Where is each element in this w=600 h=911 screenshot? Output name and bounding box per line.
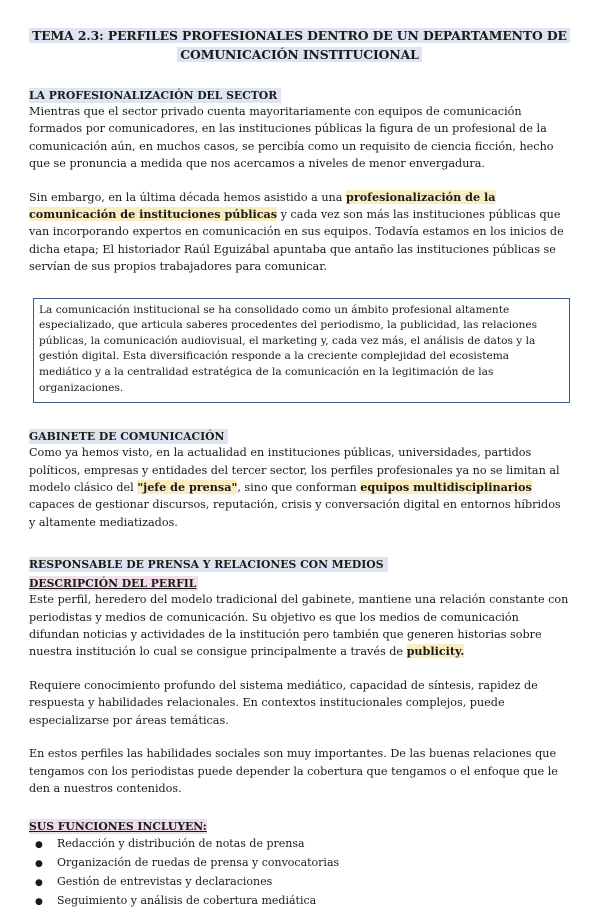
highlighted-text: publicity. xyxy=(406,644,465,659)
quote-box: La comunicación institucional se ha consolidado como un ámbito profesional altamente especializado, que articula saberes procedentes del periodismo, la publicidad, las relaciones públicas, la comunicación audiovisual, el marketing y, cada vez más, el análisis de datos y la gestión digital. Esta diversificación responde a la creciente complejidad del ecosistema mediático y a la centralidad estratégica de la comunicación en la legitimación de las organizaciones. xyxy=(33,298,570,404)
bullet-icon: ● xyxy=(35,859,43,870)
text: Sin embargo, en la última década hemos asistido a una xyxy=(29,190,346,204)
list-item xyxy=(35,835,570,854)
paragraph: Mientras que el sector privado cuenta mayoritariamente con equipos de comunicación formados por comunicadores, en las instituciones públicas la figura de un profesional de la comunicación aún, en muchos casos, se percibía como un requisito de ciencia ficción, hecho que se pronuncia a medida que nos acercamos a niveles de menor envergadura. xyxy=(29,105,554,171)
title-line-2: COMUNICACIÓN INSTITUCIONAL xyxy=(177,47,421,62)
highlighted-text: "jefe de prensa" xyxy=(137,480,238,495)
functions-list xyxy=(29,835,570,911)
paragraph: Requiere conocimiento profundo del sistema mediático, capacidad de síntesis, rapidez de respuesta y habilidades relacionales. En contextos institucionales complejos, puede especializarse por áreas temáticas. xyxy=(29,678,538,727)
list-item xyxy=(35,873,570,892)
list-item-text: Organización de ruedas de prensa y convocatorias xyxy=(57,856,340,870)
section-profesionalizacion xyxy=(29,84,570,276)
list-item-text: Redacción y distribución de notas de prensa xyxy=(57,837,305,851)
highlighted-text: profesionalización de la comunicación de instituciones públicas xyxy=(29,189,496,222)
subsection-heading: DESCRIPCIÓN DEL PERFIL xyxy=(29,577,197,591)
highlighted-text: equipos multidisciplinarios xyxy=(360,480,532,495)
section-responsable-prensa xyxy=(29,553,570,911)
page-title xyxy=(29,26,570,64)
text: Como ya hemos visto, en la actualidad en instituciones públicas, universidades, partidos políticos, empresas y entidades del tercer sector, los perfiles profesionales ya no se limitan al modelo clásico del xyxy=(29,446,560,495)
text: capaces de gestionar discursos, reputación, crisis y conversación digital en entornos híbridos y altamente mediatizados. xyxy=(29,498,561,529)
paragraph xyxy=(29,444,570,531)
paragraph: En estos perfiles las habilidades sociales son muy importantes. De las buenas relaciones que tengamos con los periodistas puede depender la cobertura que tengamos o el enfoque que le den a nuestros contenidos. xyxy=(29,747,558,795)
section-heading: RESPONSABLE DE PRENSA Y RELACIONES CON MEDIOS xyxy=(29,557,388,572)
section-gabinete xyxy=(29,425,570,531)
text: , sino que conforman xyxy=(237,481,361,495)
list-item xyxy=(35,854,570,873)
title-line-1: TEMA 2.3: PERFILES PROFESIONALES DENTRO DE UN DEPARTAMENTO DE xyxy=(29,28,570,43)
bullet-icon: ● xyxy=(35,840,43,851)
functions-heading: SUS FUNCIONES INCLUYEN: xyxy=(29,820,207,834)
paragraph xyxy=(29,189,570,276)
text: y cada vez son más las instituciones públicas que van incorporando expertos en comunicación en sus equipos. Todavía estamos en los inicios de dicha etapa; El historiador Raúl Eguizábal apuntaba que antaño las instituciones públicas se servían de sus propios trabajadores para comunicar. xyxy=(29,208,564,274)
section-heading: LA PROFESIONALIZACIÓN DEL SECTOR xyxy=(29,88,281,103)
bullet-icon: ● xyxy=(35,897,43,908)
text: Este perfil, heredero del modelo tradicional del gabinete, mantiene una relación constante con periodistas y medios de comunicación. Su objetivo es que los medios de comunicación difundan noticias y actividades de la institución pero también que generen historias sobre nuestra institución lo cual se consigue principalmente a través de xyxy=(29,593,569,659)
list-item xyxy=(35,892,570,911)
list-item-text: Seguimiento y análisis de cobertura mediática xyxy=(57,894,317,908)
list-item-text: Gestión de entrevistas y declaraciones xyxy=(57,875,273,889)
bullet-icon: ● xyxy=(35,878,43,889)
section-heading: GABINETE DE COMUNICACIÓN xyxy=(29,429,228,444)
paragraph xyxy=(29,591,570,661)
